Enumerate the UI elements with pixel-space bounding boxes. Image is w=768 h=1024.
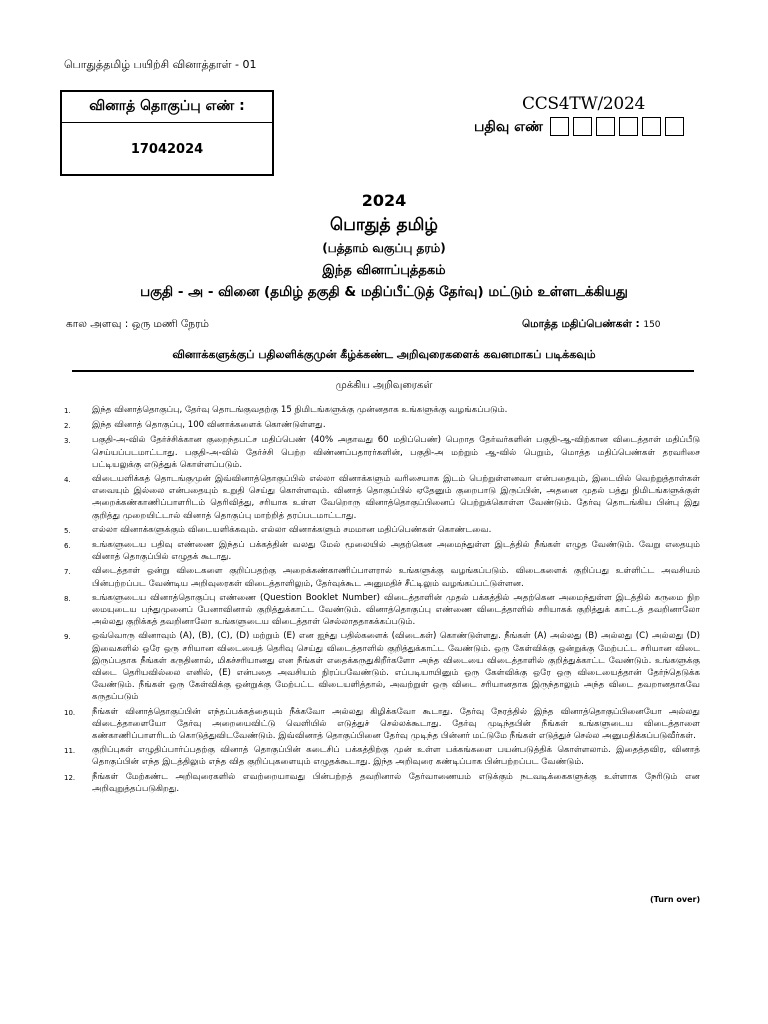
instruction-text: உங்களுடைய வினாத்தொகுப்பு எண்ணை (Question Booklet Number) விடைத்தாளின் முதல் பக்கத்தில் அதற்கென அமைந்துள்ள இடத்தில் கருமை நிற மையுடைய பந்துமுனைப் பேனாவினால் குறித்துக்காட்ட வேண்டும். வினாத்தொகுப்பு எண்ணை விடைத்தாளில் சரியாகக் குறித்துக் காட்டத் தவறினாலோ அல்லது குறிக்கத் தவறினாலோ உங்களுடைய விடைத்தாள் செல்லாததாகக்கப்படும். [92,592,700,628]
instruction-text: இந்த வினாத் தொகுப்பு, 100 வினாக்களைக் கொண்டுள்ளது. [92,420,326,431]
register-digit-box[interactable] [619,117,638,136]
booklet-subtitle: இந்த வினாப்புத்தகம் [322,263,446,278]
practice-paper-label: பொதுத்தமிழ் பயிற்சி வினாத்தாள் - 01 [64,58,257,71]
instruction-number: 10. [64,708,76,717]
register-number-label: பதிவு எண் [474,119,543,135]
instructions-heading: வினாக்களுக்குப் பதிலளிக்குமுன் கீழ்க்கண்ட அறிவுரைகளைக் கவனமாகப் படிக்கவும் [172,348,596,361]
turn-over-note: (Turn over) [650,895,701,904]
question-set-label: வினாத் தொகுப்பு எண் : [62,92,272,123]
register-digit-box[interactable] [573,117,592,136]
register-number-boxes [550,117,688,136]
instruction-text: விடைத்தாள் ஒன்று விடைகளை குறிப்பதற்கு அறைக்கண்காணிப்பாளரால் உங்களுக்கு வழங்கப்படும். விடைகளைக் குறிப்பது உள்ளிட்ட அவசியம் பின்பற்றப்பட வேண்டிய அறிவுரைகள் விடைத்தாளிலும், தேர்வுக்கூட அனுமதிச் சீட்டிலும் வழங்கப்பட்டுள்ளன. [92,566,700,589]
instruction-text: குறிப்புகள் எழுதிப்பார்ப்பதற்கு வினாத் தொகுப்பின் கடைசிப் பக்கத்திற்கு முன் உள்ள பக்கங்களை பயன்படுத்திக் கொள்ளலாம். இதைத்தவிர, வினாத் தொகுப்பின் எந்த இடத்திலும் எந்த வித குறிப்புகளையும் எழுதக்கூடாது. இந்த அறிவுரை கண்டிப்பாக பின்பற்றப்பட வேண்டும். [92,745,700,768]
instruction-item [64,434,700,471]
total-marks-value: 150 [643,320,661,330]
instructions-subheading: முக்கிய அறிவுரைகள் [335,380,433,391]
instruction-text: ஒவ்வொரு வினாவும் (A), (B), (C), (D) மற்றும் (E) என ஐந்து பதில்களைக் (விடைகள்) கொண்டுள்ளது. நீங்கள் (A) அல்லது (B) அல்லது (C) அல்லது (D) இவைகளில் ஒரே ஒரு சரியான விடையைத் தெரிவு செய்து விடைத்தாளில் குறித்துக்காட்ட வேண்டும். ஒரு கேள்விக்கு ஒன்றுக்கு மேற்பட்ட சரியான விடை இருப்பதாக நீங்கள் கருதினால், மிகச்சரியானது என நீங்கள் எதைக்கருதுகிறீர்களோ அந்த விடையை விடைத்தாளில் குறித்துக்காட்ட வேண்டும். உங்களுக்கு விடை தெரியவில்லை எனில், (E) என்பதை அவசியம் நிரப்பவேண்டும். எப்படியாயினும் ஒரு கேள்விக்கு ஒரே ஒரு விடையைத்தான் தேர்ந்தெடுக்க வேண்டும். நீங்கள் ஒரு கேள்விக்கு ஒன்றுக்கு மேற்பட்ட விடையளித்தால், அவற்றுள் ஒரு விடை சரியானதாக இருந்தாலும் அந்த விடை தவறானதாகவே கருதப்படும் [92,631,700,703]
paper-code: CCS4TW/2024 [522,94,645,114]
instructions-list [64,404,700,797]
register-digit-box[interactable] [596,117,615,136]
subject-title: பொதுத் தமிழ் [330,215,438,235]
instruction-item [64,744,700,768]
instruction-text: நீங்கள் வினாத்தொகுப்பின் எந்தப்பக்கத்தையும் நீக்கவோ அல்லது கிழிக்கவோ கூடாது. தேர்வு நேரத்தில் இந்த வினாத்தொகுப்பினையோ அல்லது விடைத்தாளையோ தேர்வு அறையைவிட்டு வெளியில் எடுத்துச் செல்லக்கூடாது. தேர்வு முடிந்தபின் நீங்கள் உங்களுடைய விடைத்தாளை கண்காணிப்பாளரிடம் கொடுத்துவிடவேண்டும். இவ்வினாத் தொகுப்பினை தேர்வு முடிந்த பின்னர் மட்டுமே நீங்கள் எடுத்துச் செல்ல அனுமதிக்கப்படுவீர்கள். [92,706,700,742]
instruction-number: 12. [64,773,76,782]
instruction-text: இந்த வினாத்தொகுப்பு, தேர்வு தொடங்குவதற்கு 15 நிமிடங்களுக்கு முன்னதாக உங்களுக்கு வழங்கப்படும். [92,405,508,415]
instruction-number: 6. [64,542,71,551]
instruction-number: 5. [64,526,71,535]
instruction-text: பகுதி-அ-வில் தேர்ச்சிக்கான குறைந்தபட்ச மதிப்பெண் (40% அதாவது 60 மதிப்பெண்) பெறாத தேர்வர்களின் பகுதி-ஆ-விற்கான விடைத்தாள் மதிப்பீடு செய்யப்படமாட்டாது. பகுதி-அ-வில் தேர்ச்சி பெற்ற விண்ணப்பதாரர்களின், பகுதி-அ மற்றும் ஆ-வில் பெறும், மொத்த மதிப்பெண்கள் தரவரிசை பட்டியலுக்கு எடுத்துக் கொள்ளப்படும். [92,435,700,470]
instruction-item [64,524,700,537]
instruction-item [64,771,700,795]
instruction-text: நீங்கள் மேற்கண்ட அறிவுரைகளில் எவற்றையாவது பின்பற்றத் தவறினால் தேர்வாணையம் எடுக்கும் நடவடிக்கைகளுக்கு உள்ளாக நேரிடும் என அறிவுறுத்தப்படுகிறது. [92,771,700,794]
register-digit-box[interactable] [550,117,569,136]
instruction-item [64,404,700,417]
instruction-number: 9. [64,633,71,642]
instruction-number: 2. [64,422,71,431]
register-digit-box[interactable] [642,117,661,136]
instruction-text: எல்லா வினாக்களுக்கும் விடையளிக்கவும். எல்லா வினாக்களும் சமமான மதிப்பெண்கள் கொண்டவை. [92,524,492,535]
instruction-item [64,706,700,743]
total-marks-label: மொத்த மதிப்பெண்கள் : [522,318,640,330]
instruction-text: உங்களுடைய பதிவு எண்ணை இந்தப் பக்கத்தின் வலது மேல் மூலையில் அதற்கென அமைந்துள்ள இடத்தில் நீங்கள் எழுத வேண்டும். வேறு எதையும் வினாத் தொகுப்பில் எழுதக் கூடாது. [92,540,700,563]
total-marks [522,318,661,331]
instruction-number: 1. [64,407,71,415]
contents-subtitle: பகுதி - அ - வினை (தமிழ் தகுதி & மதிப்பீட்டுத் தேர்வு) மட்டும் உள்ளடக்கியது [140,284,628,300]
instruction-item [64,565,700,589]
question-set-box [60,90,274,176]
instruction-item [64,539,700,563]
standard-subtitle: (பத்தாம் வகுப்பு தரம்) [322,241,446,255]
instruction-item [64,473,700,522]
exam-year: 2024 [361,191,407,210]
instruction-number: 7. [64,568,71,577]
instruction-item [64,592,700,629]
instruction-number: 11. [64,747,76,756]
instruction-text: விடையளிக்கத் தொடங்குமுன் இவ்வினாத்தொகுப்பில் எல்லா வினாக்களும் வரிசையாக இடம் பெற்றுள்ளனவா என்பதையும், இடையில் வெற்றுத்தாள்கள் எவையும் இல்லை என்பதையும் உறுதி செய்து கொள்ளவும். வினாத் தொகுப்பில் ஏதேனும் குறைபாடு இருப்பின், அதனை முதல் பத்து நிமிடங்களுக்குள் அறைக்கண்காணிப்பாளரிடம் தெரிவித்து, சரியாக உள்ள வேறொரு வினாத்தொகுப்பினைப் பெற்றுக்கொள்ள வேண்டும். தேர்வு தொடங்கிய பின்பு இது குறித்து முறையிட்டால் வினாத் தொகுப்பு மாற்றித் தரப்படமாட்டாது. [92,474,700,521]
instruction-number: 3. [64,437,71,446]
exam-duration: கால அளவு : ஒரு மணி நேரம் [66,318,209,330]
instruction-item [64,630,700,703]
divider [72,370,694,372]
instruction-item [64,419,700,432]
question-set-number: 17042024 [130,141,204,157]
instruction-number: 4. [64,476,71,485]
instruction-number: 8. [64,594,71,603]
register-digit-box[interactable] [665,117,684,136]
